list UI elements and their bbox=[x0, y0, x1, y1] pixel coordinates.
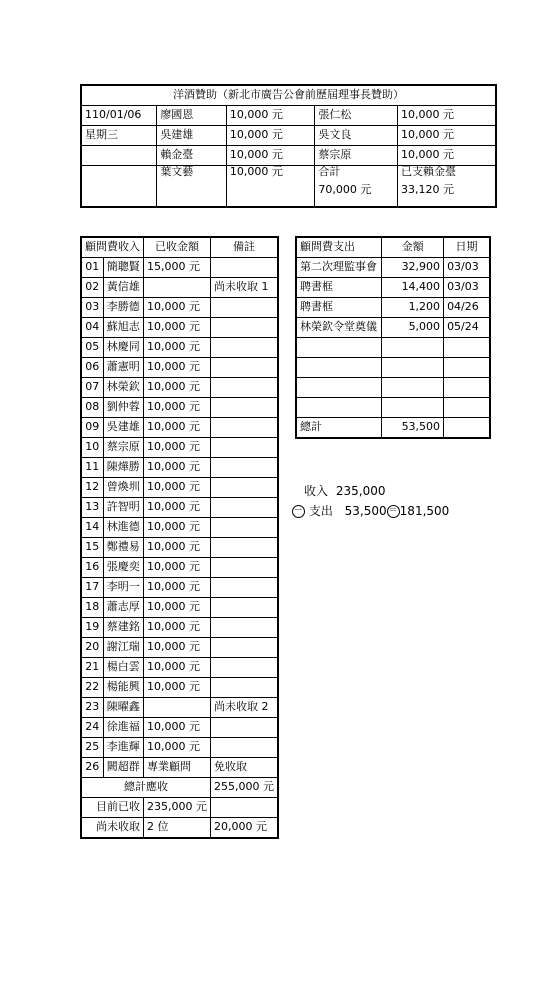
income-name: 蔡宗原 bbox=[103, 438, 143, 458]
income-row bbox=[81, 458, 278, 478]
income-name: 鄭禮易 bbox=[103, 538, 143, 558]
income-amount: 10,000 元 bbox=[144, 318, 211, 338]
sponsor-name: 吳建雄 bbox=[157, 126, 227, 146]
sponsor-name: 張仁松 bbox=[315, 106, 398, 126]
income-name: 黃信雄 bbox=[103, 278, 143, 298]
empty-cell bbox=[81, 146, 157, 166]
income-note bbox=[211, 718, 279, 738]
income-name: 蕭憲明 bbox=[103, 358, 143, 378]
income-name: 許智明 bbox=[103, 498, 143, 518]
expense-item: 第二次理監事會 bbox=[296, 258, 382, 278]
income-name: 闕超群 bbox=[103, 758, 143, 778]
expense-date bbox=[444, 338, 490, 358]
income-name: 林榮欽 bbox=[103, 378, 143, 398]
empty-cell bbox=[211, 798, 279, 818]
income-no: 03 bbox=[81, 298, 103, 318]
sponsor-amount: 10,000 元 bbox=[226, 106, 315, 126]
income-row bbox=[81, 498, 278, 518]
income-no: 11 bbox=[81, 458, 103, 478]
income-amount: 10,000 元 bbox=[144, 398, 211, 418]
empty-cell bbox=[81, 166, 157, 208]
income-amount: 10,000 元 bbox=[144, 658, 211, 678]
collected-label: 目前已收 bbox=[81, 798, 144, 818]
income-name: 曾煥圳 bbox=[103, 478, 143, 498]
sponsor-total-value: 70,000 元 bbox=[318, 182, 372, 196]
income-note bbox=[211, 518, 279, 538]
income-amount: 10,000 元 bbox=[144, 598, 211, 618]
income-name: 李明一 bbox=[103, 578, 143, 598]
expense-date: 03/03 bbox=[444, 258, 490, 278]
summary-expense-label: 支出 bbox=[308, 504, 333, 518]
income-row bbox=[81, 618, 278, 638]
income-amount: 10,000 元 bbox=[144, 678, 211, 698]
income-no: 17 bbox=[81, 578, 103, 598]
income-amount: 10,000 元 bbox=[144, 538, 211, 558]
summary-income-value: 235,000 bbox=[335, 484, 386, 498]
expense-row bbox=[296, 378, 490, 398]
income-no: 01 bbox=[81, 258, 103, 278]
expense-row bbox=[296, 298, 490, 318]
expense-date: 05/24 bbox=[444, 318, 490, 338]
income-name: 劉仲蓉 bbox=[103, 398, 143, 418]
income-row bbox=[81, 258, 278, 278]
income-name: 蕭志厚 bbox=[103, 598, 143, 618]
expense-item bbox=[296, 398, 382, 418]
income-no: 22 bbox=[81, 678, 103, 698]
expense-total-value: 53,500 bbox=[382, 418, 444, 439]
income-name: 林慶同 bbox=[103, 338, 143, 358]
income-row bbox=[81, 718, 278, 738]
expense-total-label: 總計 bbox=[296, 418, 382, 439]
income-row bbox=[81, 418, 278, 438]
sponsor-amount: 10,000 元 bbox=[398, 126, 496, 146]
income-row bbox=[81, 318, 278, 338]
income-row bbox=[81, 278, 278, 298]
sponsor-paid-value: 33,120 元 bbox=[401, 182, 455, 196]
income-note bbox=[211, 358, 279, 378]
income-row bbox=[81, 438, 278, 458]
income-no: 23 bbox=[81, 698, 103, 718]
income-amount bbox=[144, 698, 211, 718]
expense-header: 金額 bbox=[382, 237, 444, 258]
expense-date bbox=[444, 378, 490, 398]
pending-count: 2 位 bbox=[144, 818, 211, 839]
income-amount: 10,000 元 bbox=[144, 638, 211, 658]
sponsor-name: 吳文良 bbox=[315, 126, 398, 146]
summary-balance bbox=[292, 502, 449, 519]
expense-amount bbox=[382, 358, 444, 378]
income-no: 18 bbox=[81, 598, 103, 618]
income-amount: 15,000 元 bbox=[144, 258, 211, 278]
income-row bbox=[81, 338, 278, 358]
income-no: 21 bbox=[81, 658, 103, 678]
income-note bbox=[211, 678, 279, 698]
income-header: 已收金額 bbox=[144, 237, 211, 258]
expense-amount: 14,400 bbox=[382, 278, 444, 298]
income-row bbox=[81, 738, 278, 758]
income-note bbox=[211, 478, 279, 498]
sponsor-total-cell bbox=[315, 166, 398, 208]
income-amount: 10,000 元 bbox=[144, 338, 211, 358]
income-note bbox=[211, 578, 279, 598]
sponsor-weekday: 星期三 bbox=[81, 126, 157, 146]
income-note: 尚未收取 2 bbox=[211, 698, 279, 718]
income-row bbox=[81, 298, 278, 318]
expense-table bbox=[295, 236, 491, 439]
expense-amount: 5,000 bbox=[382, 318, 444, 338]
sponsor-table bbox=[80, 84, 497, 208]
total-due-label: 總計應收 bbox=[81, 778, 211, 798]
income-name: 蘇旭志 bbox=[103, 318, 143, 338]
income-note bbox=[211, 318, 279, 338]
income-note bbox=[211, 398, 279, 418]
income-header: 顧問費收入 bbox=[81, 237, 144, 258]
summary-income bbox=[304, 482, 385, 499]
expense-item: 林榮欽令堂奠儀 bbox=[296, 318, 382, 338]
summary-income-label: 收入 bbox=[304, 484, 329, 498]
income-note bbox=[211, 338, 279, 358]
income-name: 徐進福 bbox=[103, 718, 143, 738]
income-row bbox=[81, 698, 278, 718]
pending-label: 尚未收取 bbox=[81, 818, 144, 839]
income-no: 09 bbox=[81, 418, 103, 438]
sponsor-total-label: 合計 bbox=[318, 165, 341, 178]
income-amount: 專業顧問 bbox=[144, 758, 211, 778]
sponsor-amount: 10,000 元 bbox=[226, 146, 315, 166]
sponsor-paid-cell bbox=[398, 166, 496, 208]
income-note bbox=[211, 298, 279, 318]
expense-amount: 32,900 bbox=[382, 258, 444, 278]
sponsor-amount: 10,000 元 bbox=[398, 146, 496, 166]
income-note: 免收取 bbox=[211, 758, 279, 778]
income-name: 李進輝 bbox=[103, 738, 143, 758]
income-note bbox=[211, 738, 279, 758]
income-row bbox=[81, 578, 278, 598]
income-amount bbox=[144, 278, 211, 298]
expense-item: 聘書框 bbox=[296, 278, 382, 298]
income-amount: 10,000 元 bbox=[144, 518, 211, 538]
income-row bbox=[81, 558, 278, 578]
income-name: 楊能興 bbox=[103, 678, 143, 698]
expense-header: 顧問費支出 bbox=[296, 237, 382, 258]
income-amount: 10,000 元 bbox=[144, 718, 211, 738]
income-note bbox=[211, 558, 279, 578]
income-name: 謝江瑞 bbox=[103, 638, 143, 658]
income-note bbox=[211, 538, 279, 558]
sponsor-date: 110/01/06 bbox=[81, 106, 157, 126]
income-amount: 10,000 元 bbox=[144, 438, 211, 458]
income-row bbox=[81, 398, 278, 418]
income-row bbox=[81, 758, 278, 778]
income-no: 16 bbox=[81, 558, 103, 578]
income-no: 15 bbox=[81, 538, 103, 558]
collected-value: 235,000 元 bbox=[144, 798, 211, 818]
income-table bbox=[80, 236, 279, 839]
income-row bbox=[81, 358, 278, 378]
income-no: 25 bbox=[81, 738, 103, 758]
sponsor-amount: 10,000 元 bbox=[226, 166, 315, 208]
expense-row bbox=[296, 258, 490, 278]
expense-date bbox=[444, 398, 490, 418]
income-note bbox=[211, 258, 279, 278]
income-name: 張慶奕 bbox=[103, 558, 143, 578]
income-note bbox=[211, 498, 279, 518]
income-note bbox=[211, 458, 279, 478]
sponsor-name: 賴金臺 bbox=[157, 146, 227, 166]
income-no: 20 bbox=[81, 638, 103, 658]
income-amount: 10,000 元 bbox=[144, 418, 211, 438]
income-row bbox=[81, 658, 278, 678]
sponsor-amount: 10,000 元 bbox=[226, 126, 315, 146]
expense-row bbox=[296, 398, 490, 418]
income-note bbox=[211, 438, 279, 458]
income-name: 簡聰賢 bbox=[103, 258, 143, 278]
income-no: 13 bbox=[81, 498, 103, 518]
income-amount: 10,000 元 bbox=[144, 458, 211, 478]
summary-expense-value: 53,500 bbox=[344, 504, 387, 518]
income-no: 10 bbox=[81, 438, 103, 458]
total-due-value: 255,000 元 bbox=[211, 778, 279, 798]
income-amount: 10,000 元 bbox=[144, 298, 211, 318]
income-amount: 10,000 元 bbox=[144, 558, 211, 578]
expense-row bbox=[296, 278, 490, 298]
income-row bbox=[81, 598, 278, 618]
income-name: 楊白雲 bbox=[103, 658, 143, 678]
income-name: 陳曜鑫 bbox=[103, 698, 143, 718]
expense-header: 日期 bbox=[444, 237, 490, 258]
income-note: 尚未收取 1 bbox=[211, 278, 279, 298]
income-no: 08 bbox=[81, 398, 103, 418]
expense-date: 03/03 bbox=[444, 278, 490, 298]
sponsor-paid-label: 已支賴金臺 bbox=[401, 165, 457, 178]
expense-amount: 1,200 bbox=[382, 298, 444, 318]
income-row bbox=[81, 518, 278, 538]
income-amount: 10,000 元 bbox=[144, 358, 211, 378]
income-note bbox=[211, 378, 279, 398]
expense-item bbox=[296, 358, 382, 378]
income-amount: 10,000 元 bbox=[144, 578, 211, 598]
sponsor-title: 洋酒贊助（新北市廣告公會前歷屆理事長贊助） bbox=[81, 85, 496, 106]
income-name: 蔡建銘 bbox=[103, 618, 143, 638]
income-row bbox=[81, 638, 278, 658]
income-amount: 10,000 元 bbox=[144, 498, 211, 518]
expense-row bbox=[296, 318, 490, 338]
sponsor-name: 蔡宗原 bbox=[315, 146, 398, 166]
income-row bbox=[81, 478, 278, 498]
income-note bbox=[211, 598, 279, 618]
income-name: 陳燁勝 bbox=[103, 458, 143, 478]
income-row bbox=[81, 378, 278, 398]
income-note bbox=[211, 658, 279, 678]
income-no: 04 bbox=[81, 318, 103, 338]
expense-item bbox=[296, 378, 382, 398]
expense-amount bbox=[382, 398, 444, 418]
expense-row bbox=[296, 338, 490, 358]
equals-symbol: ＝ bbox=[388, 506, 398, 516]
income-amount: 10,000 元 bbox=[144, 478, 211, 498]
income-amount: 10,000 元 bbox=[144, 378, 211, 398]
minus-symbol: － bbox=[293, 506, 303, 516]
expense-amount bbox=[382, 378, 444, 398]
income-no: 07 bbox=[81, 378, 103, 398]
income-no: 12 bbox=[81, 478, 103, 498]
expense-date: 04/26 bbox=[444, 298, 490, 318]
income-header: 備註 bbox=[211, 237, 279, 258]
summary-balance-value: 181,500 bbox=[399, 504, 450, 518]
income-note bbox=[211, 418, 279, 438]
income-name: 吳建雄 bbox=[103, 418, 143, 438]
expense-amount bbox=[382, 338, 444, 358]
income-no: 26 bbox=[81, 758, 103, 778]
expense-row bbox=[296, 358, 490, 378]
sponsor-name: 葉文藝 bbox=[157, 166, 227, 208]
income-row bbox=[81, 538, 278, 558]
empty-cell bbox=[444, 418, 490, 439]
expense-item bbox=[296, 338, 382, 358]
income-note bbox=[211, 638, 279, 658]
income-no: 19 bbox=[81, 618, 103, 638]
sponsor-amount: 10,000 元 bbox=[398, 106, 496, 126]
expense-date bbox=[444, 358, 490, 378]
income-no: 02 bbox=[81, 278, 103, 298]
income-no: 06 bbox=[81, 358, 103, 378]
pending-value: 20,000 元 bbox=[211, 818, 279, 839]
income-no: 14 bbox=[81, 518, 103, 538]
income-no: 05 bbox=[81, 338, 103, 358]
expense-item: 聘書框 bbox=[296, 298, 382, 318]
sponsor-name: 廖國恩 bbox=[157, 106, 227, 126]
income-no: 24 bbox=[81, 718, 103, 738]
income-name: 李勝德 bbox=[103, 298, 143, 318]
income-amount: 10,000 元 bbox=[144, 738, 211, 758]
income-amount: 10,000 元 bbox=[144, 618, 211, 638]
income-note bbox=[211, 618, 279, 638]
income-row bbox=[81, 678, 278, 698]
income-name: 林進德 bbox=[103, 518, 143, 538]
